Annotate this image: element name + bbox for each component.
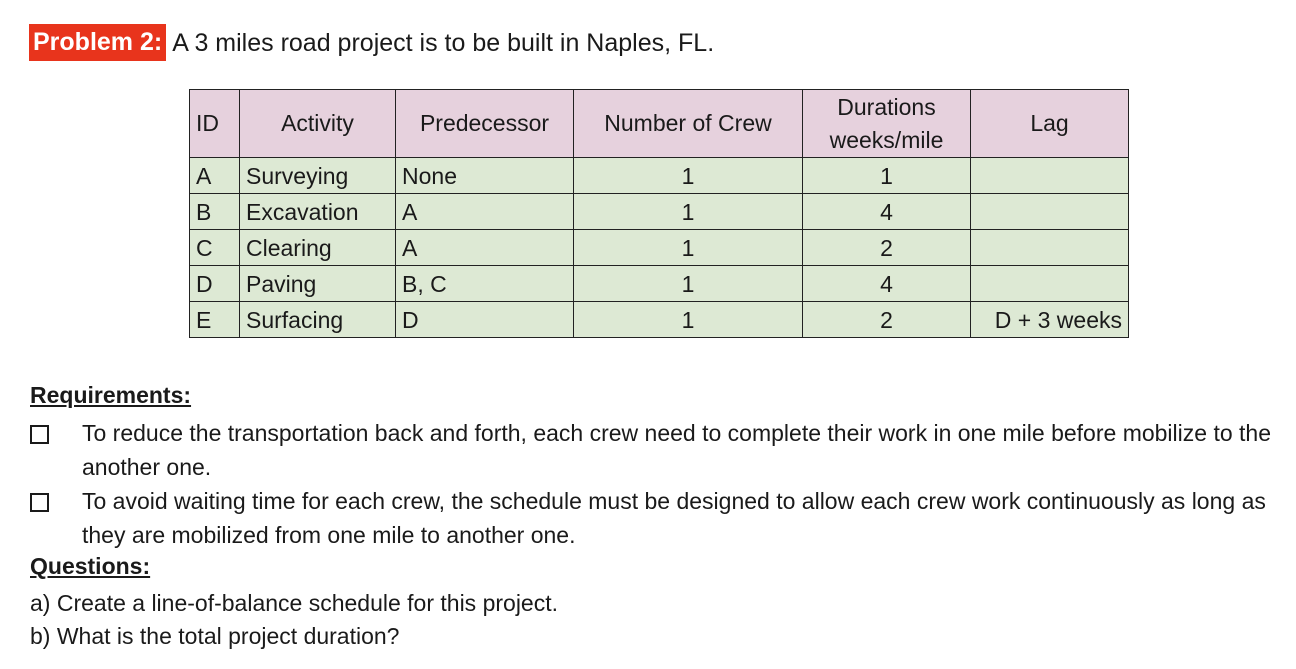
cell-lag bbox=[971, 158, 1129, 194]
cell-crew: 1 bbox=[574, 266, 803, 302]
cell-predecessor: D bbox=[396, 302, 574, 338]
checkbox-icon bbox=[30, 493, 49, 512]
cell-duration: 4 bbox=[803, 194, 971, 230]
header-number-of-crew: Number of Crew bbox=[574, 90, 803, 158]
cell-id: C bbox=[190, 230, 240, 266]
cell-activity: Surveying bbox=[240, 158, 396, 194]
questions-title: Questions: bbox=[30, 553, 151, 579]
cell-lag bbox=[971, 266, 1129, 302]
checkbox-icon bbox=[30, 425, 49, 444]
cell-id: A bbox=[190, 158, 240, 194]
cell-duration: 2 bbox=[803, 302, 971, 338]
header-predecessor: Predecessor bbox=[396, 90, 574, 158]
cell-predecessor: A bbox=[396, 230, 574, 266]
requirement-text: To reduce the transportation back and forth, each crew need to complete their work in one mile before mobilize to the another one. bbox=[82, 420, 1271, 480]
question-item: b) What is the total project duration? bbox=[30, 623, 400, 649]
table-row bbox=[190, 266, 1129, 302]
problem-header bbox=[29, 24, 714, 61]
requirement-text: To avoid waiting time for each crew, the schedule must be designed to allow each crew work continuously as long as they are mobilized from one mile to another one. bbox=[82, 488, 1266, 548]
cell-duration: 4 bbox=[803, 266, 971, 302]
cell-activity: Clearing bbox=[240, 230, 396, 266]
requirements-title: Requirements: bbox=[30, 382, 192, 408]
problem-statement: A 3 miles road project is to be built in Naples, FL. bbox=[172, 28, 715, 57]
requirement-item bbox=[30, 416, 1280, 484]
table-header-row bbox=[190, 90, 1129, 158]
header-durations bbox=[803, 90, 971, 158]
cell-lag: D + 3 weeks bbox=[971, 302, 1129, 338]
cell-crew: 1 bbox=[574, 194, 803, 230]
cell-activity: Surfacing bbox=[240, 302, 396, 338]
header-lag: Lag bbox=[971, 90, 1129, 158]
table-row bbox=[190, 158, 1129, 194]
cell-predecessor: None bbox=[396, 158, 574, 194]
cell-activity: Excavation bbox=[240, 194, 396, 230]
cell-duration: 1 bbox=[803, 158, 971, 194]
header-durations-line2: weeks/mile bbox=[829, 126, 944, 153]
cell-crew: 1 bbox=[574, 302, 803, 338]
cell-duration: 2 bbox=[803, 230, 971, 266]
cell-lag bbox=[971, 230, 1129, 266]
header-id: ID bbox=[190, 90, 240, 158]
header-activity: Activity bbox=[240, 90, 396, 158]
cell-crew: 1 bbox=[574, 230, 803, 266]
cell-crew: 1 bbox=[574, 158, 803, 194]
table-row bbox=[190, 194, 1129, 230]
cell-id: E bbox=[190, 302, 240, 338]
cell-predecessor: A bbox=[396, 194, 574, 230]
question-item: a) Create a line-of-balance schedule for this project. bbox=[30, 590, 559, 616]
activity-table bbox=[189, 89, 1129, 338]
cell-id: D bbox=[190, 266, 240, 302]
cell-activity: Paving bbox=[240, 266, 396, 302]
cell-id: B bbox=[190, 194, 240, 230]
cell-lag bbox=[971, 194, 1129, 230]
requirement-item bbox=[30, 484, 1280, 552]
table-row bbox=[190, 302, 1129, 338]
cell-predecessor: B, C bbox=[396, 266, 574, 302]
problem-label: Problem 2: bbox=[29, 24, 166, 61]
header-durations-line1: Durations bbox=[837, 93, 936, 120]
table-row bbox=[190, 230, 1129, 266]
